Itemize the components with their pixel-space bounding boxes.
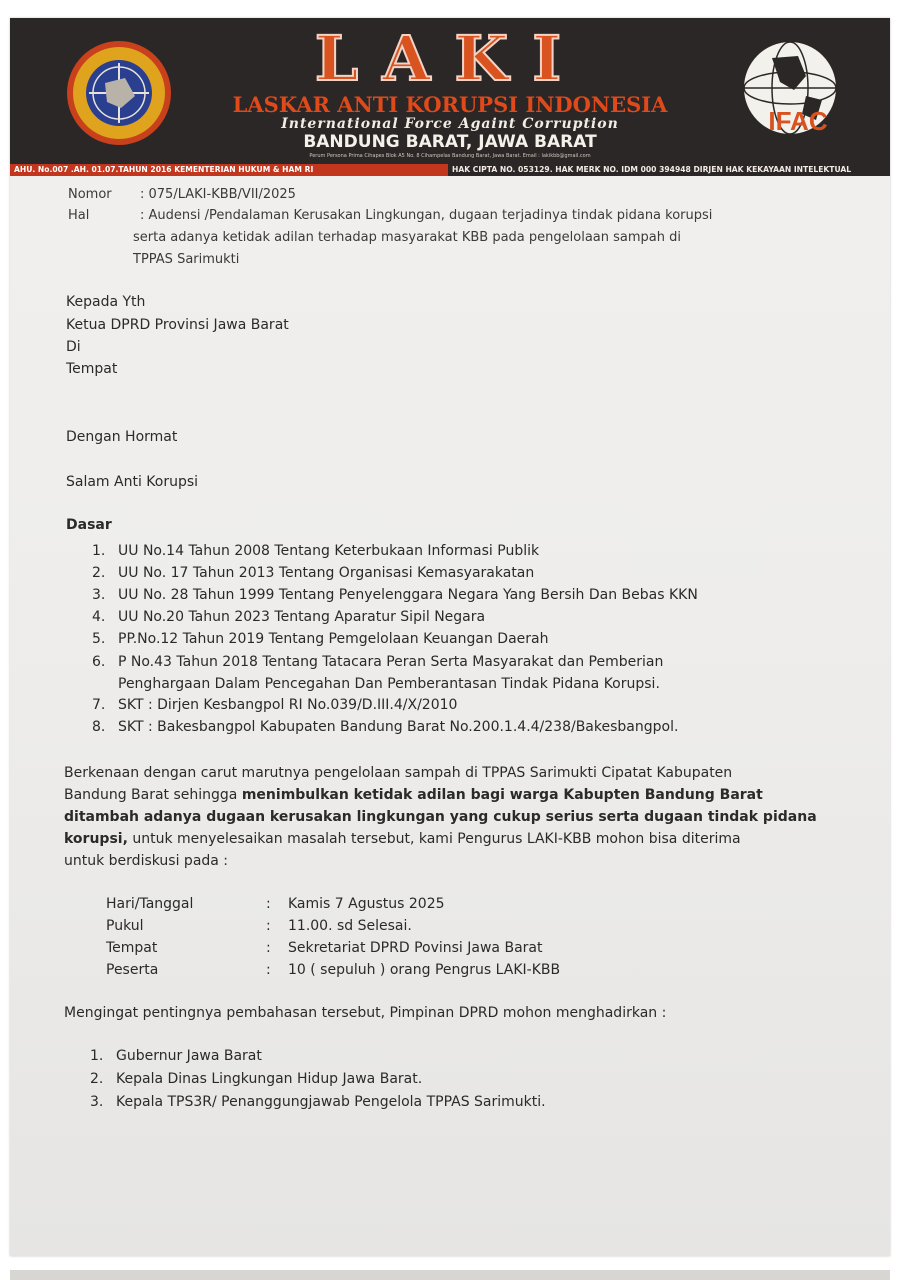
body-line-1: Berkenaan dengan carut marutnya pengelolaan sampah di TPPAS Sarimukti Cipatat Kabupaten <box>64 765 733 781</box>
legal-registration-left: AHU. No.007 .AH. 01.07.TAHUN 2016 KEMENTERIAN HUKUM & HAM RI <box>10 164 448 176</box>
org-tagline: International Force Againt Corruption <box>281 116 619 132</box>
salam: Salam Anti Korupsi <box>66 474 199 490</box>
dasar-number: 1. <box>92 543 106 559</box>
schedule-label: Peserta <box>106 962 159 978</box>
dasar-item: UU No.14 Tahun 2008 Tentang Keterbukaan Informasi Publik <box>118 543 540 559</box>
recipient-line-2: Ketua DPRD Provinsi Jawa Barat <box>66 317 289 333</box>
dasar-item: UU No. 17 Tahun 2013 Tentang Organisasi Kemasyarakatan <box>118 565 535 581</box>
legal-registration-bar <box>10 164 890 176</box>
hal-line-3: TPPAS Sarimukti <box>133 252 240 267</box>
schedule-sep: : <box>266 918 271 934</box>
schedule-sep: : <box>266 962 271 978</box>
mengingat-paragraph: Mengingat pentingnya pembahasan tersebut, Pimpinan DPRD mohon menghadirkan : <box>64 1005 667 1021</box>
hal-label: Hal <box>68 208 90 223</box>
dasar-number: 5. <box>92 631 106 647</box>
body-line-5: untuk berdiskusi pada : <box>64 853 229 869</box>
dasar-number: 7. <box>92 697 106 713</box>
dasar-item-continuation: Penghargaan Dalam Pencegahan Dan Pemberantasan Tindak Pidana Korupsi. <box>118 676 660 692</box>
dasar-number: 4. <box>92 609 106 625</box>
nomor-label: Nomor <box>68 187 112 202</box>
letter-page <box>10 18 890 1256</box>
svg-text:IFAC: IFAC <box>768 106 828 136</box>
recipient-line-1: Kepada Yth <box>66 294 146 310</box>
invitee-number: 3. <box>90 1094 104 1110</box>
invitee-number: 2. <box>90 1071 104 1087</box>
hal-line-2: serta adanya ketidak adilan terhadap masyarakat KBB pada pengelolaan sampah di <box>133 230 681 245</box>
schedule-value: 10 ( sepuluh ) orang Pengrus LAKI-KBB <box>288 962 561 978</box>
dasar-number: 3. <box>92 587 106 603</box>
dasar-item: UU No. 28 Tahun 1999 Tentang Penyelenggara Negara Yang Bersih Dan Bebas KKN <box>118 587 698 603</box>
letterhead <box>10 18 890 164</box>
dasar-number: 2. <box>92 565 106 581</box>
dasar-number: 6. <box>92 654 106 670</box>
schedule-sep: : <box>266 896 271 912</box>
dasar-item: P No.43 Tahun 2018 Tentang Tatacara Peran Serta Masyarakat dan Pemberian <box>118 654 664 670</box>
dasar-item: UU No.20 Tahun 2023 Tentang Aparatur Sipil Negara <box>118 609 486 625</box>
invitee-item: Kepala Dinas Lingkungan Hidup Jawa Barat. <box>116 1071 423 1087</box>
schedule-label: Hari/Tanggal <box>106 896 194 912</box>
schedule-label: Pukul <box>106 918 144 934</box>
dasar-title: Dasar <box>66 517 112 533</box>
dasar-item: SKT : Bakesbangpol Kabupaten Bandung Barat No.200.1.4.4/238/Bakesbangpol. <box>118 719 679 735</box>
body-line-4: korupsi, untuk menyelesaikan masalah tersebut, kami Pengurus LAKI-KBB mohon bisa diterima <box>64 831 741 847</box>
schedule-sep: : <box>266 940 271 956</box>
body-line-2: Bandung Barat sehingga menimbulkan ketidak adilan bagi warga Kabupten Bandung Barat <box>64 787 763 803</box>
org-name: LASKAR ANTI KORUPSI INDONESIA <box>232 92 668 117</box>
nomor-value: : 075/LAKI-KBB/VII/2025 <box>140 187 296 202</box>
invitee-item: Kepala TPS3R/ Penanggungjawab Pengelola TPPAS Sarimukti. <box>116 1094 546 1110</box>
legal-registration-right: HAK CIPTA NO. 053129. HAK MERK NO. IDM 000 394948 DIRJEN HAK KEKAYAAN INTELEKTUAL <box>452 165 852 174</box>
dasar-item: PP.No.12 Tahun 2019 Tentang Pemgelolaan Keuangan Daerah <box>118 631 549 647</box>
dasar-number: 8. <box>92 719 106 735</box>
ifac-globe-icon <box>710 38 860 150</box>
invitee-item: Gubernur Jawa Barat <box>116 1048 262 1064</box>
next-page-edge <box>10 1270 890 1280</box>
recipient-line-4: Tempat <box>66 361 118 377</box>
schedule-value: Sekretariat DPRD Povinsi Jawa Barat <box>288 940 543 956</box>
org-acronym: LAKI <box>314 22 586 95</box>
invitee-number: 1. <box>90 1048 104 1064</box>
body-line-3: ditambah adanya dugaan kerusakan lingkungan yang cukup serius serta dugaan tindak pidana <box>64 809 817 825</box>
schedule-value: Kamis 7 Agustus 2025 <box>288 896 445 912</box>
org-address: Perum Persona Prima Cihapes Blok A5 No. 8 Cihampelas Bandung Barat, Jawa Barat. Email : lakikbb@gmail.com <box>309 153 591 159</box>
recipient-line-3: Di <box>66 339 81 355</box>
org-region: BANDUNG BARAT, JAWA BARAT <box>303 132 597 152</box>
greeting: Dengan Hormat <box>66 429 178 445</box>
schedule-value: 11.00. sd Selesai. <box>288 918 412 934</box>
hal-line-1: : Audensi /Pendalaman Kerusakan Lingkungan, dugaan terjadinya tindak pidana korupsi <box>140 208 713 223</box>
dasar-item: SKT : Dirjen Kesbangpol RI No.039/D.III.4/X/2010 <box>118 697 458 713</box>
schedule-label: Tempat <box>106 940 158 956</box>
